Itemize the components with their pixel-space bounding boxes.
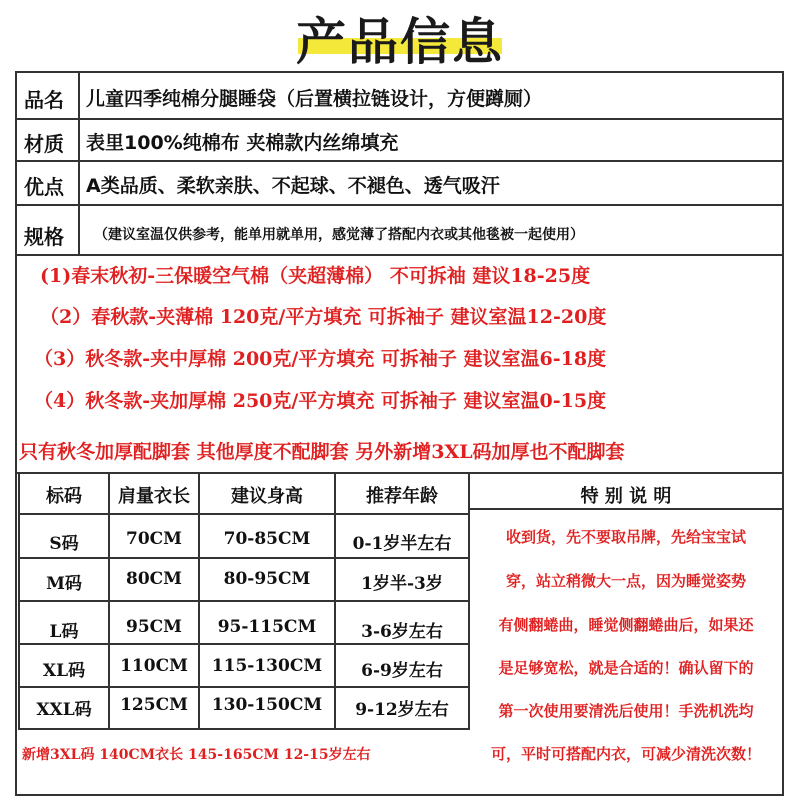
cell-height: 95-115CM xyxy=(217,617,317,637)
row-divider xyxy=(15,254,784,256)
label-product-name: 品名 xyxy=(24,88,64,112)
size-table-divider xyxy=(18,557,470,559)
cell-height: 80-95CM xyxy=(223,569,311,589)
size-table-divider xyxy=(18,513,470,515)
title-area xyxy=(0,0,800,71)
row-divider xyxy=(15,472,784,474)
value-spec: （建议室温仅供参考，能单用就单用，感觉薄了搭配内衣或其他毯被一起使用） xyxy=(94,227,584,243)
header-size: 标码 xyxy=(46,486,82,507)
size-table-divider xyxy=(18,728,470,730)
special-note-line: 有侧翻蜷曲，睡觉侧翻蜷曲后，如果还 xyxy=(498,616,754,634)
label-advantages: 优点 xyxy=(24,175,64,199)
cell-height: 130-150CM xyxy=(211,695,323,715)
cell-length: 70CM xyxy=(125,529,182,549)
size-table-col-divider xyxy=(198,472,200,728)
size-table-divider xyxy=(18,600,470,602)
header-length: 肩量衣长 xyxy=(118,486,190,507)
cell-size: L码 xyxy=(49,622,79,642)
size-table-divider xyxy=(18,686,470,688)
header-height: 建议身高 xyxy=(231,486,303,507)
value-advantages: A类品质、柔软亲肤、不起球、不褪色、透气吸汗 xyxy=(86,175,500,197)
spec-option-1: (1)春末秋初-三保暖空气棉（夹超薄棉） 不可拆袖 建议18-25度 xyxy=(40,265,591,287)
size-table-col-divider xyxy=(468,472,470,728)
row-divider xyxy=(15,204,784,206)
special-note-line: 可，平时可搭配内衣，可减少清洗次数！ xyxy=(490,745,761,763)
cell-length: 80CM xyxy=(125,569,182,589)
cell-length: 95CM xyxy=(125,617,182,637)
cell-size: M码 xyxy=(46,574,82,594)
special-note-line: 第一次使用要清洗后使用！手洗机洗均 xyxy=(498,702,754,720)
special-note-line: 穿，站立稍微大一点，因为睡觉姿势 xyxy=(505,572,746,590)
cell-length: 125CM xyxy=(120,695,188,715)
special-note-line: 收到货，先不要取吊牌，先给宝宝试 xyxy=(505,528,746,546)
size-table-col-divider xyxy=(108,472,110,728)
cell-age: 3-6岁左右 xyxy=(361,622,443,642)
extra-size-row: 新增3XL码 140CM衣长 145-165CM 12-15岁左右 xyxy=(22,747,371,763)
label-column-divider xyxy=(78,72,80,255)
spec-option-4: （4）秋冬款-夹加厚棉 250克/平方填充 可拆袖子 建议室温0-15度 xyxy=(34,390,607,412)
cell-size: XL码 xyxy=(42,661,86,681)
cell-height: 70-85CM xyxy=(223,529,311,549)
spec-option-2: （2）春秋款-夹薄棉 120克/平方填充 可拆袖子 建议室温12-20度 xyxy=(40,306,607,328)
cell-age: 1岁半-3岁 xyxy=(361,574,443,594)
size-table-divider xyxy=(18,643,470,645)
cell-age: 0-1岁半左右 xyxy=(352,534,452,554)
label-spec: 规格 xyxy=(24,225,64,249)
row-divider xyxy=(15,160,784,162)
size-table-col-divider xyxy=(18,472,20,728)
special-header-divider xyxy=(470,508,783,510)
row-divider xyxy=(15,118,784,120)
value-product-name: 儿童四季纯棉分腿睡袋（后置横拉链设计，方便蹲厕） xyxy=(86,88,543,110)
header-special-notes: 特 别 说 明 xyxy=(580,486,672,507)
cell-age: 6-9岁左右 xyxy=(361,661,443,681)
cell-size: XXL码 xyxy=(36,700,92,720)
spec-option-3: （3）秋冬款-夹中厚棉 200克/平方填充 可拆袖子 建议室温6-18度 xyxy=(34,348,607,370)
cell-length: 110CM xyxy=(120,656,188,676)
cell-size: S码 xyxy=(49,534,79,554)
cell-age: 9-12岁左右 xyxy=(355,700,449,720)
size-table-col-divider xyxy=(334,472,336,728)
value-material: 表里100%纯棉布 夹棉款内丝绵填充 xyxy=(86,132,399,154)
label-material: 材质 xyxy=(24,132,64,156)
page-title: 产品信息 xyxy=(296,13,504,71)
notice-text: 只有秋冬加厚配脚套 其他厚度不配脚套 另外新增3XL码加厚也不配脚套 xyxy=(19,441,625,463)
special-note-line: 是足够宽松，就是合适的！确认留下的 xyxy=(498,659,754,677)
cell-height: 115-130CM xyxy=(211,656,323,676)
header-age: 推荐年龄 xyxy=(366,486,438,507)
